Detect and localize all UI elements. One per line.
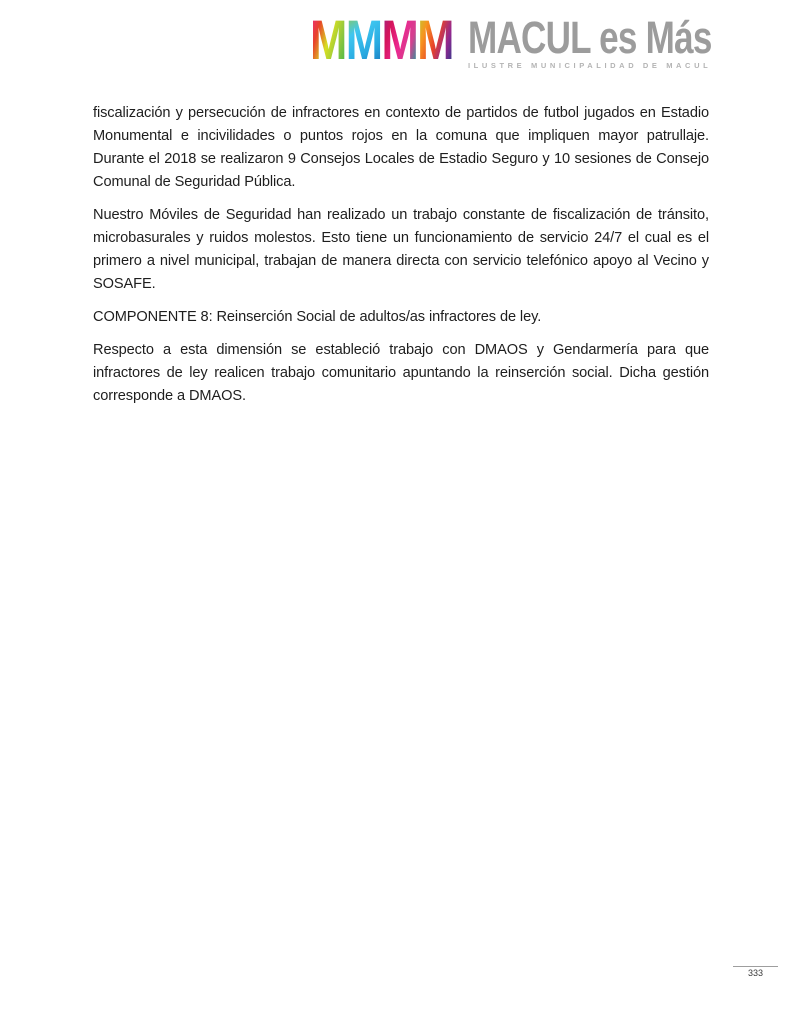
logo-m-letter-icon: M bbox=[381, 8, 416, 71]
logo-title: MACUL es Más bbox=[468, 12, 712, 63]
paragraph-reinsercion-social: Respecto a esta dimensión se estableció trabajo con DMAOS y Gendarmería para que infractores de ley realicen trabajo comunitario apuntando la reinserción social. Dicha gestión corresponde a DMAOS. bbox=[93, 342, 709, 404]
footer-divider bbox=[733, 966, 778, 967]
logo-m-letter-icon: M bbox=[310, 8, 345, 71]
logo-mmmm-icon bbox=[310, 8, 453, 71]
paragraph-fiscalizacion: fiscalización y persecución de infractores en contexto de partidos de futbol jugados en Estadio Monumental e incivilidades o puntos rojos en la comuna que impliquen mayor patrullaje. Durante el 2018 se realizaron 9 Consejos Locales de Estadio Seguro y 10 sesiones de Consejo Comunal de Seguridad Pública. bbox=[93, 105, 709, 190]
paragraph-componente-8-heading: COMPONENTE 8: Reinserción Social de adultos/as infractores de ley. bbox=[93, 309, 542, 325]
logo-subtitle: ILUSTRE MUNICIPALIDAD DE MACUL bbox=[468, 61, 712, 70]
page-number: 333 bbox=[747, 968, 764, 978]
document-body bbox=[93, 102, 709, 418]
paragraph-moviles-seguridad: Nuestro Móviles de Seguridad han realizado un trabajo constante de fiscalización de tránsito, microbasurales y ruidos molestos. Esto tiene un funcionamiento de servicio 24/7 el cual es el primero a nivel municipal, trabajan de manera directa con servicio telefónico apoyo al Vecino y SOSAFE. bbox=[93, 207, 709, 292]
logo-text-block bbox=[468, 12, 780, 70]
logo-m-letter-icon: M bbox=[345, 8, 380, 71]
logo-m-letter-icon: M bbox=[417, 8, 452, 71]
